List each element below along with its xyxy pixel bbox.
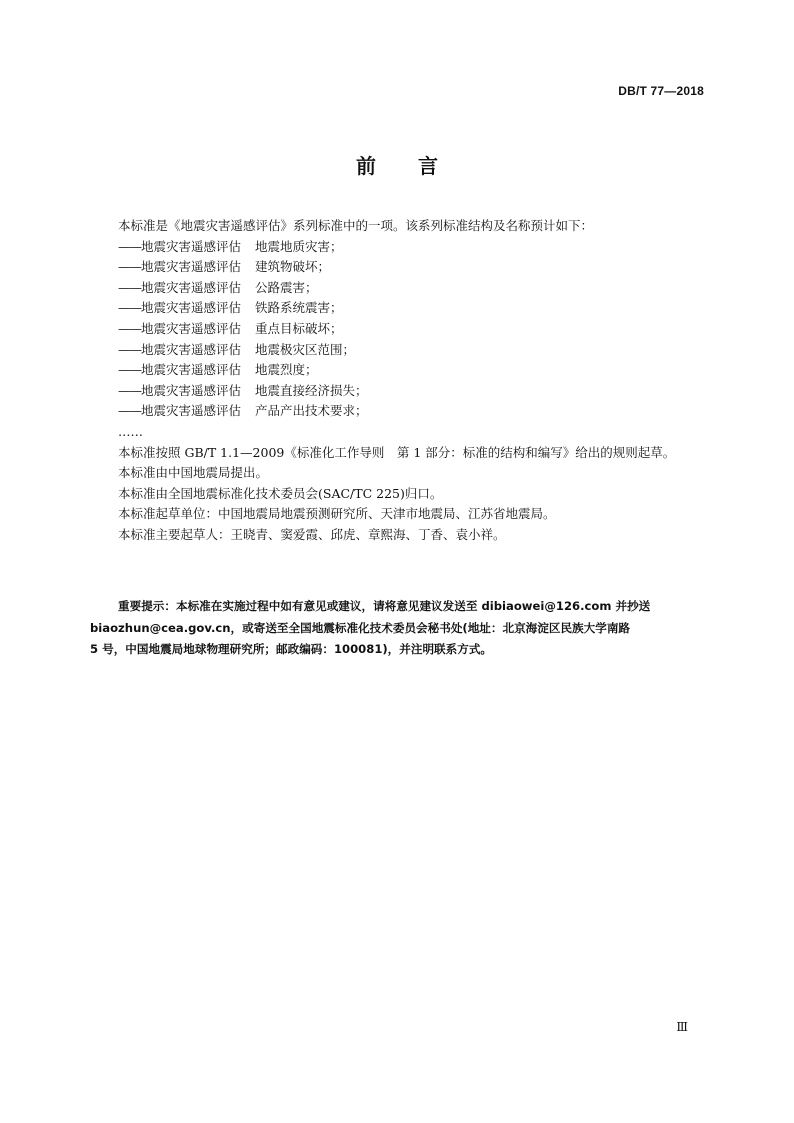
drafting-rules-paragraph: 本标准按照 GB/T 1.1—2009《标准化工作导则 第 1 部分：标准的结构和编写》给出的规则起草。 (118, 444, 676, 460)
document-code: DB/T 77—2018 (618, 84, 704, 98)
proposer-paragraph: 本标准由中国地震局提出。 (118, 465, 269, 481)
series-item: ——地震灾害遥感评估 公路震害； (118, 279, 318, 295)
series-item: ——地震灾害遥感评估 地震极灾区范围； (118, 341, 356, 357)
series-item: ——地震灾害遥感评估 建筑物破坏； (118, 259, 331, 275)
series-item: ——地震灾害遥感评估 产品产出技术要求； (118, 403, 368, 419)
important-notice (90, 596, 708, 661)
intro-paragraph: 本标准是《地震灾害遥感评估》系列标准中的一项。该系列标准结构及名称预计如下： (118, 218, 594, 233)
series-ellipsis: …… (118, 423, 143, 439)
notice-line-3: 5 号，中国地震局地球物理研究所；邮政编码：100081)，并注明联系方式。 (90, 642, 493, 656)
page-title (0, 150, 794, 179)
series-item: ——地震灾害遥感评估 重点目标破坏； (118, 320, 343, 336)
foreword-body (90, 216, 710, 546)
series-item: ——地震灾害遥感评估 地震地质灾害； (118, 238, 343, 254)
series-item: ——地震灾害遥感评估 铁路系统震害； (118, 300, 343, 316)
page-number: Ⅲ (676, 1020, 688, 1034)
series-item: ——地震灾害遥感评估 地震直接经济损失； (118, 382, 368, 398)
committee-paragraph: 本标准由全国地震标准化技术委员会(SAC/TC 225)归口。 (118, 485, 443, 501)
series-item: ——地震灾害遥感评估 地震烈度； (118, 362, 318, 378)
drafting-units-paragraph: 本标准起草单位：中国地震局地震预测研究所、天津市地震局、江苏省地震局。 (118, 506, 556, 522)
title-char-1: 前 (356, 154, 376, 178)
notice-line-2: biaozhun@cea.gov.cn，或寄送至全国地震标准化技术委员会秘书处(地址：北京海淀区民族大学南路 (90, 620, 631, 635)
title-char-2: 言 (418, 154, 438, 178)
drafters-paragraph: 本标准主要起草人：王晓青、窦爱霞、邱虎、章熙海、丁香、袁小祥。 (118, 526, 506, 542)
notice-line-1: 重要提示：本标准在实施过程中如有意见或建议，请将意见建议发送至 dibiaowei@126.com 并抄送 (118, 599, 651, 613)
